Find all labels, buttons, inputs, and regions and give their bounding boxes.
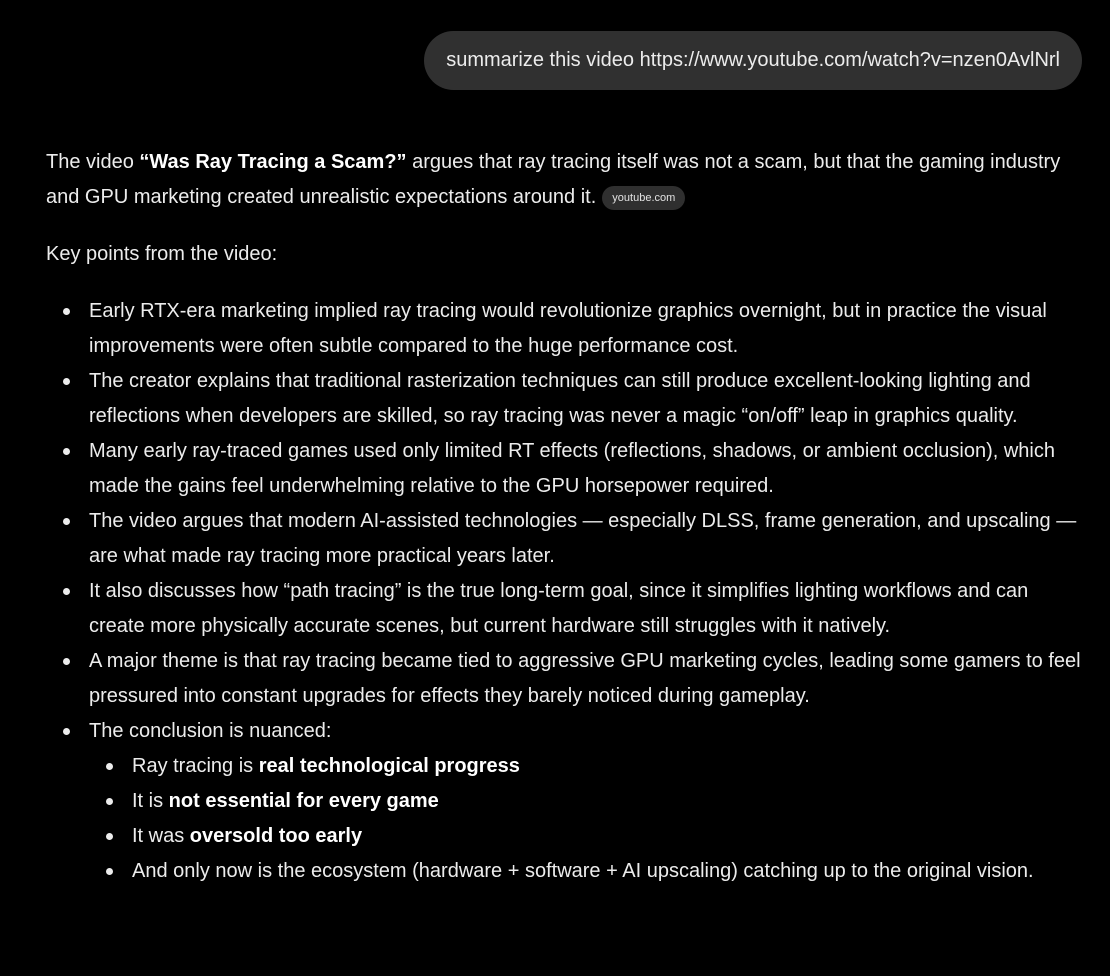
user-message-row <box>424 31 1082 90</box>
intro-paragraph <box>46 145 1086 215</box>
conclusion-prefix: It was <box>132 825 190 847</box>
conclusion-point <box>132 819 1086 854</box>
user-message-text: summarize this video https://www.youtube.com/watch?v=nzen0AvlNrl <box>446 49 1060 71</box>
intro-prefix: The video <box>46 151 140 173</box>
conclusion-label: The conclusion is nuanced: <box>89 720 332 742</box>
source-chip-youtube[interactable]: youtube.com <box>602 186 685 210</box>
assistant-response <box>46 145 1086 889</box>
intro-rest: argues that ray tracing itself was not a scam, but that the gaming industry and GPU marketing created unrealistic expectations around it. <box>46 151 1061 208</box>
key-point-item: A major theme is that ray tracing became tied to aggressive GPU marketing cycles, leading some gamers to feel pressured into constant upgrades for effects they barely noticed during gameplay. <box>89 644 1086 714</box>
conclusion-prefix: It is <box>132 790 169 812</box>
key-point-item: It also discusses how “path tracing” is the true long-term goal, since it simplifies lighting workflows and can create more physically accurate scenes, but current hardware still struggles with it natively. <box>89 574 1086 644</box>
conclusion-bold: not essential for every game <box>168 790 439 812</box>
conclusion-point <box>132 784 1086 819</box>
user-message-bubble <box>424 31 1082 90</box>
video-title: “Was Ray Tracing a Scam?” <box>139 151 407 173</box>
key-points-heading: Key points from the video: <box>46 243 278 265</box>
conclusion-point <box>132 749 1086 784</box>
conclusion-prefix: And only now is the ecosystem (hardware + software + AI upscaling) catching up to the original vision. <box>132 860 1034 882</box>
conclusion-point <box>132 854 1086 889</box>
conclusion-bold: real technological progress <box>258 755 520 777</box>
conclusion-item <box>89 714 1086 889</box>
key-point-item: Early RTX-era marketing implied ray tracing would revolutionize graphics overnight, but in practice the visual improvements were often subtle compared to the huge performance cost. <box>89 294 1086 364</box>
conclusion-prefix: Ray tracing is <box>132 755 259 777</box>
key-point-item: The video argues that modern AI-assisted technologies — especially DLSS, frame generation, and upscaling — are what made ray tracing more practical years later. <box>89 504 1086 574</box>
conclusion-list <box>89 749 1086 889</box>
key-point-item: The creator explains that traditional rasterization techniques can still produce excellent-looking lighting and reflections when developers are skilled, so ray tracing was never a magic “on/off” leap in graphics quality. <box>89 364 1086 434</box>
key-point-item: Many early ray-traced games used only limited RT effects (reflections, shadows, or ambient occlusion), which made the gains feel underwhelming relative to the GPU horsepower required. <box>89 434 1086 504</box>
conclusion-bold: oversold too early <box>189 825 363 847</box>
key-points-list <box>46 294 1086 889</box>
